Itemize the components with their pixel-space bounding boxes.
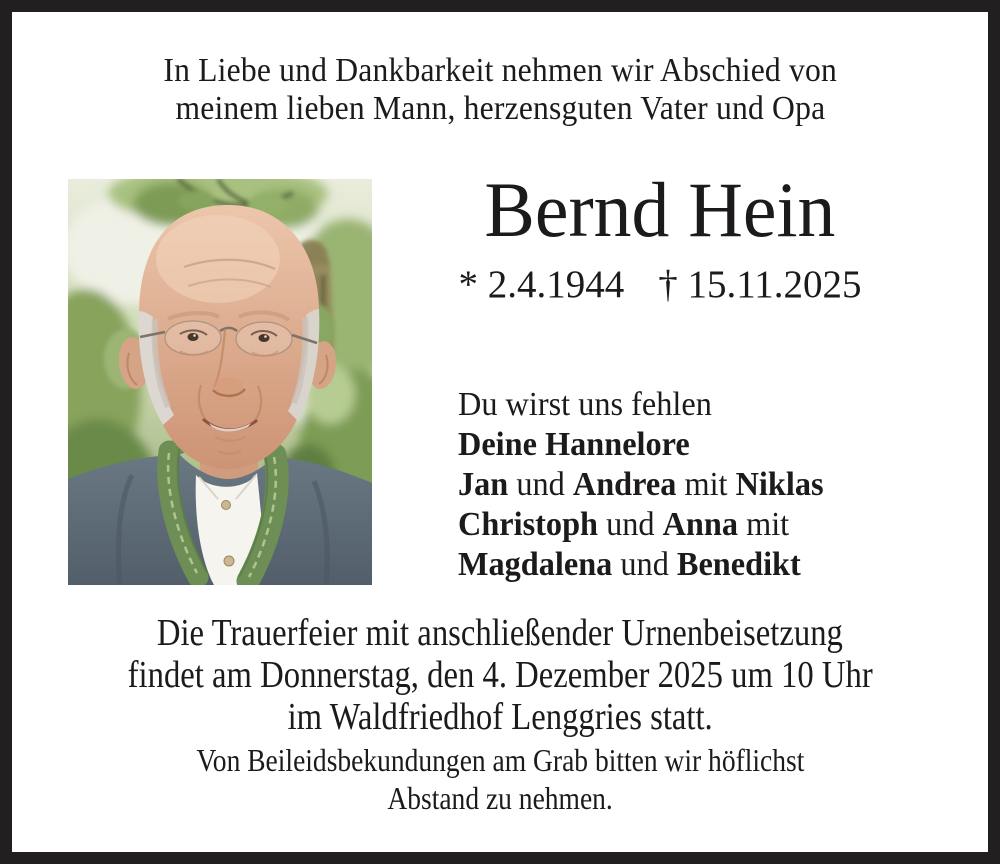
- ceremony-info: [12, 612, 988, 738]
- life-dates: [380, 264, 940, 306]
- portrait-photo-graphic: [68, 179, 372, 585]
- condolence-line-2: Abstand zu nehmen.: [387, 780, 613, 816]
- children-line-2: Christoph und Anna mit: [458, 506, 790, 543]
- children-line-1: Jan und Andrea mit Niklas: [458, 466, 824, 503]
- ceremony-line-1: Die Trauerfeier mit anschließender Urnenbeisetzung: [156, 612, 844, 654]
- children-line-3: Magdalena und Benedikt: [458, 546, 801, 583]
- family-farewell: [458, 385, 843, 585]
- deceased-name: Bernd Hein: [484, 166, 836, 253]
- intro-text: [12, 52, 988, 128]
- birth-date: * 2.4.1944: [458, 263, 625, 306]
- ceremony-line-2: findet am Donnerstag, den 4. Dezember 2025 um 10 Uhr: [127, 654, 873, 696]
- intro-line-2: meinem lieben Mann, herzensguten Vater und Opa: [175, 90, 825, 127]
- condolence-note: [12, 741, 988, 817]
- portrait-photo: [68, 179, 372, 585]
- wife-line: Deine Hannelore: [458, 426, 690, 463]
- farewell-line: Du wirst uns fehlen: [458, 386, 712, 423]
- condolence-line-1: Von Beileidsbekundungen am Grab bitten wir höflichst: [196, 742, 804, 778]
- death-date: † 15.11.2025: [658, 263, 862, 306]
- intro-line-1: In Liebe und Dankbarkeit nehmen wir Abschied von: [163, 52, 837, 89]
- ceremony-line-3: im Waldfriedhof Lenggries statt.: [287, 696, 713, 738]
